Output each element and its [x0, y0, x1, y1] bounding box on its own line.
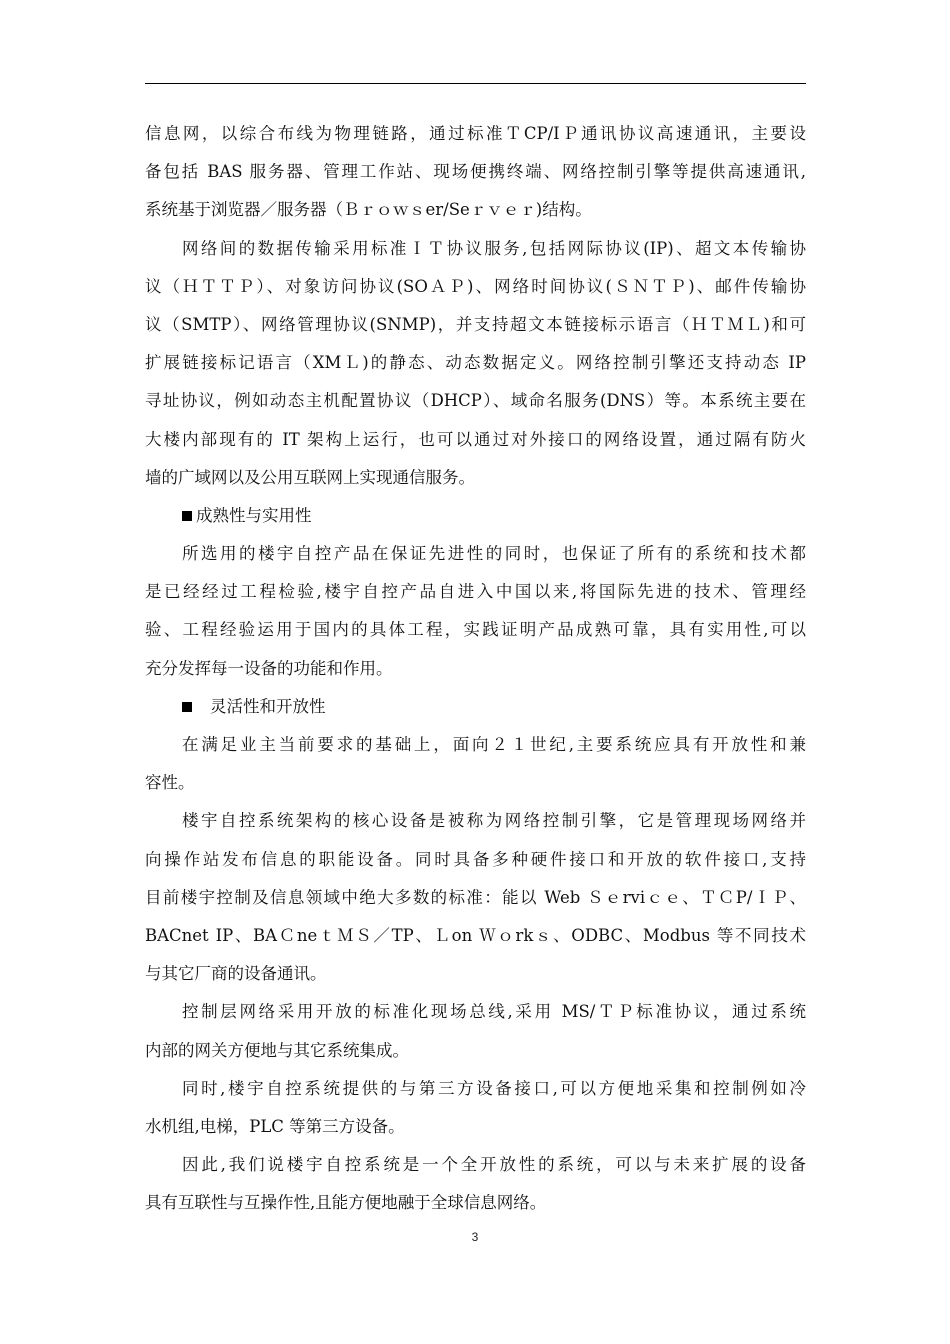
- section-heading-text: 灵活性和开放性: [210, 696, 326, 716]
- text-line: 是已经经过工程检验,楼宇自控产品自进入中国以来,将国际先进的技术、管理经: [145, 582, 806, 602]
- text-line: 扩展链接标记语言（XMＬ)的静态、动态数据定义。网络控制引擎还支持动态 IP: [145, 353, 806, 373]
- text-line: 与其它厂商的设备通讯。: [145, 964, 327, 984]
- text-line: 备包括 BAS 服务器、管理工作站、现场便携终端、网络控制引擎等提供高速通讯,: [145, 162, 806, 182]
- text-line: 验、工程经验运用于国内的具体工程，实践证明产品成熟可靠，具有实用性,可以: [145, 620, 806, 640]
- text-line: 控制层网络采用开放的标准化现场总线,采用 MS/ＴＰ标准协议，通过系统: [182, 1002, 806, 1022]
- text-line: 议（ＨＴＴＰ）、对象访问协议(SOＡＰ)、网络时间协议(ＳＮＴＰ)、邮件传输协: [145, 276, 806, 296]
- square-bullet-icon: [182, 511, 192, 521]
- text-line: 同时,楼宇自控系统提供的与第三方设备接口,可以方便地采集和控制例如冷: [182, 1078, 806, 1098]
- text-line: 大楼内部现有的 IT 架构上运行，也可以通过对外接口的网络设置，通过隔有防火: [145, 429, 806, 449]
- header-rule: [145, 83, 806, 84]
- section-heading-maturity: [145, 497, 806, 535]
- text-line: 在满足业主当前要求的基础上，面向２１世纪,主要系统应具有开放性和兼: [182, 735, 806, 754]
- section-heading-openness: [145, 688, 806, 726]
- document-body: [145, 115, 806, 1222]
- text-line: 具有互联性与互操作性,且能方便地融于全球信息网络。: [145, 1193, 547, 1213]
- text-line: 墙的广域网以及公用互联网上实现通信服务。: [145, 467, 475, 487]
- text-line: 容性。: [145, 773, 195, 793]
- text-line: 所选用的楼宇自控产品在保证先进性的同时，也保证了所有的系统和技术都: [182, 544, 806, 564]
- page-number: 3: [471, 1230, 479, 1244]
- text-line: 寻址协议，例如动态主机配置协议（DHCP）、域命名服务(DNS）等。本系统主要在: [145, 391, 806, 411]
- text-line: 向操作站发布信息的职能设备。同时具备多种硬件接口和开放的软件接口,支持: [145, 849, 806, 869]
- text-line: 因此,我们说楼宇自控系统是一个全开放性的系统，可以与未来扩展的设备: [182, 1155, 806, 1175]
- text-line: 网络间的数据传输采用标准ＩＴ协议服务,包括网际协议(IP)、超文本传输协: [182, 238, 806, 258]
- text-line: 系统基于浏览器／服务器（Ｂｒｏｗｓer/Seｒｖｅｒ)结构。: [145, 200, 592, 220]
- text-line: 议（SMTP）、网络管理协议(SNMP)，并支持超文本链接标示语言（ＨＴＭＬ)和可: [145, 314, 806, 334]
- text-line: BACnet IP、BAＣneｔＭＳ／TP、Ｌon Ｗｏrkｓ、ODBC、Modbus 等不同技术: [145, 925, 806, 945]
- section-heading-text: 成熟性与实用性: [196, 505, 312, 525]
- text-line: 充分发挥每一设备的功能和作用。: [145, 658, 393, 678]
- text-line: 水机组,电梯，PLC 等第三方设备。: [145, 1116, 405, 1136]
- text-line: 目前楼宇控制及信息领域中绝大多数的标准：能以 Web Ｓｅrviｃｅ、ＴＣP/ＩＰ、: [145, 887, 806, 907]
- text-line: 信息网，以综合布线为物理链路，通过标准ＴCP/IＰ通讯协议高速通讯，主要设: [145, 124, 806, 143]
- text-line: 内部的网关方便地与其它系统集成。: [145, 1040, 409, 1060]
- text-line: 楼宇自控系统架构的核心设备是被称为网络控制引擎，它是管理现场网络并: [182, 811, 806, 831]
- square-bullet-icon: [182, 702, 192, 712]
